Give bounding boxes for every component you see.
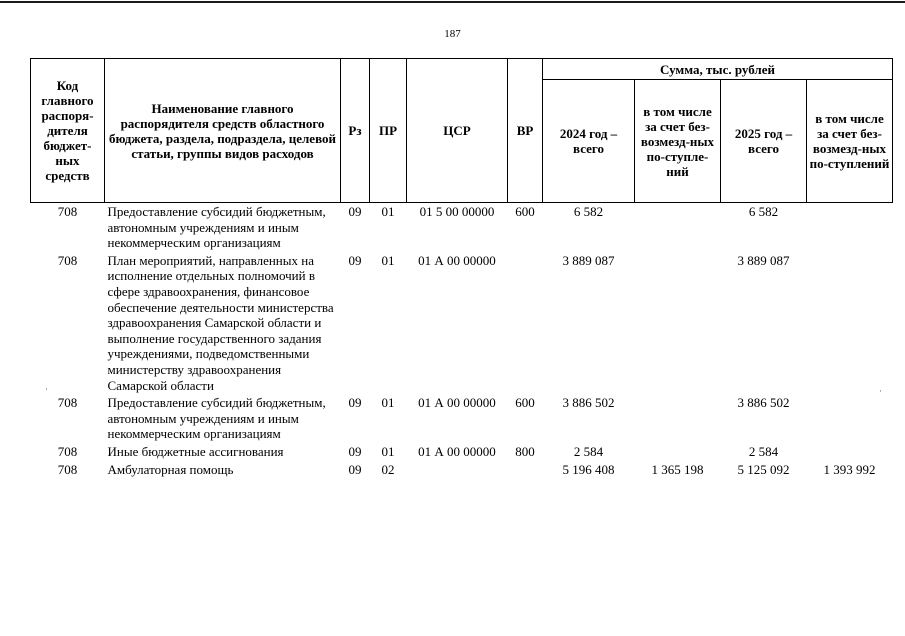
cell-2025-grants (807, 394, 893, 443)
header-2025-grants: в том числе за счет без-возмезд-ных по-ступлений (807, 80, 893, 203)
header-vr: ВР (508, 59, 543, 203)
cell-2024-grants (635, 443, 721, 461)
table-row (31, 252, 893, 394)
cell-pr: 01 (381, 252, 395, 268)
cell-csr (407, 461, 508, 479)
cell-code: 708 (57, 395, 78, 411)
cell-csr: 01 А 00 00000 (418, 443, 496, 459)
cell-2025-total: 3 886 502 (737, 395, 790, 411)
cell-2024-grants (635, 394, 721, 443)
cell-2024-total: 6 582 (573, 204, 604, 219)
cell-rz: 09 (348, 443, 362, 459)
header-csr: ЦСР (407, 59, 508, 203)
cell-2024-grants (635, 252, 721, 394)
header-sum-group: Сумма, тыс. рублей (543, 59, 893, 80)
cell-2025-grants: 1 393 992 (823, 461, 876, 477)
scan-speck: · (879, 386, 882, 396)
cell-2025-grants (807, 252, 893, 394)
cell-code: 708 (57, 204, 78, 219)
header-name: Наименование главного распорядителя средств областного бюджета, раздела, подраздела, целевой статьи, группы видов расходов (105, 59, 341, 203)
cell-vr: 600 (515, 204, 535, 219)
cell-2025-grants (807, 203, 893, 252)
header-rz: Рз (341, 59, 370, 203)
cell-vr: 600 (515, 395, 535, 411)
cell-2024-grants: 1 365 198 (651, 461, 704, 477)
table-row (31, 394, 893, 443)
cell-vr: 800 (515, 443, 535, 459)
header-pr: ПР (370, 59, 407, 203)
cell-rz: 09 (348, 204, 362, 219)
cell-vr (508, 252, 543, 394)
cell-code: 708 (57, 252, 78, 268)
cell-2025-total: 2 584 (748, 443, 779, 459)
header-2024-grants: в том числе за счет без-возмезд-ных по-ступле-ний (635, 80, 721, 203)
cell-pr: 01 (381, 443, 395, 459)
cell-name: План мероприятий, направленных на исполнение отдельных полномочий в сфере здравоохранения, финансовое обеспечение деятельности министерства здравоохранения Самарской области и выполнение государственного задания учреждениями, подведомственными министерству здравоохранения Самарской области (107, 252, 334, 393)
cell-code: 708 (57, 461, 78, 477)
table-row (31, 461, 893, 479)
header-code: Код главного распоря-дителя бюджет-ных средств (31, 59, 105, 203)
header-2025-total: 2025 год – всего (721, 80, 807, 203)
cell-name: Предоставление субсидий бюджетным, автономным учреждениям и иным некоммерческим организациям (107, 395, 326, 442)
scan-border-line (0, 1, 905, 3)
cell-vr (508, 461, 543, 479)
cell-rz: 09 (348, 252, 362, 268)
table-row (31, 443, 893, 461)
cell-2024-grants (635, 203, 721, 252)
cell-rz: 09 (348, 461, 362, 477)
cell-csr: 01 А 00 00000 (418, 252, 496, 268)
cell-2024-total: 2 584 (573, 443, 604, 459)
cell-csr: 01 А 00 00000 (418, 395, 496, 411)
header-2024-total: 2024 год – всего (543, 80, 635, 203)
table-row (31, 203, 893, 252)
cell-name: Амбулаторная помощь (107, 461, 234, 477)
cell-2025-total: 3 889 087 (737, 252, 790, 268)
cell-rz: 09 (348, 395, 362, 411)
cell-2024-total: 3 886 502 (562, 395, 615, 411)
cell-2025-total: 6 582 (748, 204, 779, 219)
cell-2025-grants (807, 443, 893, 461)
cell-name: Предоставление субсидий бюджетным, автономным учреждениям и иным некоммерческим организациям (107, 204, 326, 251)
cell-2024-total: 3 889 087 (562, 252, 615, 268)
budget-table (30, 58, 893, 478)
cell-csr: 01 5 00 00000 (419, 204, 495, 219)
cell-2025-total: 5 125 092 (737, 461, 790, 477)
cell-pr: 02 (381, 461, 395, 477)
scan-speck: · (45, 384, 48, 394)
cell-2024-total: 5 196 408 (562, 461, 615, 477)
cell-pr: 01 (381, 395, 395, 411)
cell-pr: 01 (381, 204, 395, 219)
page-number: 187 (444, 28, 461, 40)
cell-code: 708 (57, 443, 78, 459)
cell-name: Иные бюджетные ассигнования (107, 443, 284, 459)
